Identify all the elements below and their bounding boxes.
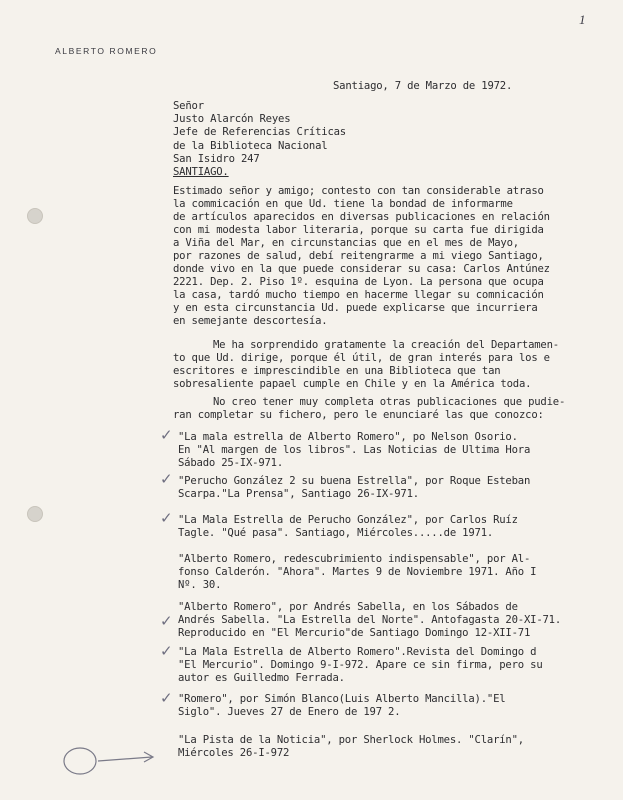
letter-date: Santiago, 7 de Marzo de 1972. (333, 80, 513, 92)
bibliography-entry (178, 734, 524, 760)
recipient-line: Señor (173, 100, 204, 112)
entry-line: "Perucho González 2 su buena Estrella", por Roque Esteban (178, 475, 531, 487)
entry-line: "Romero", por Simón Blanco(Luis Alberto Mancilla)."El (178, 693, 506, 705)
entry-line: En "Al margen de los libros". Las Noticias de Ultima Hora (178, 444, 531, 456)
text-line: No creo tener muy completa otras publicaciones que pudie- (213, 396, 566, 408)
text-line: y en esta circunstancia Ud. puede explicarse que incurriera (173, 302, 538, 314)
text-line: ran completar su fichero, pero le enunciaré las que conozco: (173, 409, 544, 421)
pencil-check-icon: ✓ (160, 509, 173, 527)
bibliography-entry (178, 431, 530, 470)
paragraph-1 (173, 185, 550, 328)
recipient-city: SANTIAGO. (173, 166, 229, 179)
text-line: la casa, tardó mucho tiempo en hacerme llegar su comnicación (173, 289, 544, 301)
recipient-line: Jefe de Referencias Críticas (173, 126, 346, 139)
recipient-line: de la Biblioteca Nacional (173, 139, 328, 152)
bibliography-entry (178, 475, 530, 501)
page-number: 1 (579, 12, 586, 27)
pencil-check-icon: ✓ (160, 612, 173, 630)
entry-line: Tagle. "Qué pasa". Santiago, Miércoles.....de 1971. (178, 527, 494, 539)
bibliography-entry (178, 646, 543, 685)
text-line: por razones de salud, debí reitengrarme a mi viego Santiago, (173, 250, 544, 262)
recipient-line: Justo Alarcón Reyes (173, 113, 291, 126)
paragraph-3 (173, 396, 565, 422)
entry-line: "El Mercurio". Domingo 9-I-972. Apare ce sin firma, pero su (178, 659, 543, 671)
text-line: to que Ud. dirige, porque él útil, de gran interés para los e (173, 352, 550, 364)
bibliography-entry (178, 601, 561, 640)
entry-line: Miércoles 26-I-972 (178, 747, 290, 759)
text-line: escritores e imprescindible en una Biblioteca que tan (173, 365, 501, 377)
pencil-check-icon: ✓ (160, 426, 173, 444)
entry-line: Sábado 25-IX-971. (178, 457, 284, 469)
punch-hole (27, 208, 43, 224)
punch-hole (27, 506, 43, 522)
entry-line: "La mala estrella de Alberto Romero", po Nelson Osorio. (178, 431, 518, 443)
bibliography-entry (178, 693, 505, 719)
recipient-address (173, 100, 346, 179)
recipient-line: San Isidro 247 (173, 152, 260, 165)
text-line: la commicación en que Ud. tiene la bondad de informarme (173, 198, 513, 210)
text-line: sobresaliente papael cumple en Chile y en la América toda. (173, 378, 532, 390)
entry-line: fonso Calderón. "Ahora". Martes 9 de Noviembre 1971. Año I (178, 566, 537, 578)
text-line: en semejante descortesía. (173, 315, 328, 327)
bibliography-entry (178, 553, 536, 592)
entry-line: Nº. 30. (178, 579, 222, 591)
pencil-check-icon: ✓ (160, 470, 173, 488)
entry-line: Siglo". Jueves 27 de Enero de 197 2. (178, 706, 401, 718)
letterhead: ALBERTO ROMERO (55, 46, 158, 56)
entry-line: "Alberto Romero, redescubrimiento indispensable", por Al- (178, 553, 531, 565)
entry-line: autor es Guilledmo Ferrada. (178, 672, 345, 684)
entry-line: Andrés Sabella. "La Estrella del Norte". Antofagasta 20-XI-71. (178, 614, 562, 626)
entry-line: "Alberto Romero", por Andrés Sabella, en los Sábados de (178, 601, 518, 613)
paragraph-2 (173, 339, 559, 391)
pencil-check-icon: ✓ (160, 689, 173, 707)
entry-line: "La Pista de la Noticia", por Sherlock Holmes. "Clarín", (178, 734, 524, 746)
entry-line: Scarpa."La Prensa", Santiago 26-IX-971. (178, 488, 419, 500)
text-line: Estimado señor y amigo; contesto con tan considerable atraso (173, 185, 544, 197)
entry-line: Reproducido en "El Mercurio"de Santiago Domingo 12-XII-71 (178, 627, 531, 639)
entry-line: "La Mala Estrella de Perucho González", por Carlos Ruíz (178, 514, 518, 526)
entry-line: "La Mala Estrella de Alberto Romero".Revista del Domingo d (178, 646, 537, 658)
text-line: a Viña del Mar, en circunstancias que en el mes de Mayo, (173, 237, 519, 249)
text-line: de artículos aparecidos en diversas publicaciones en relación (173, 211, 550, 223)
pencil-check-icon: ✓ (160, 642, 173, 660)
bibliography-entry (178, 514, 518, 540)
text-line: donde vivo en la que puede considerar su casa: Carlos Antúnez (173, 263, 550, 275)
text-line: con mi modesta labor literaria, porque su carta fue dirigida (173, 224, 544, 236)
text-line: Me ha sorprendido gratamente la creación del Departamen- (213, 339, 559, 351)
text-line: 2221. Dep. 2. Piso 1º. esquina de Lyon. La persona que ocupa (173, 276, 544, 288)
pencil-circle-arrow-icon (58, 745, 158, 781)
